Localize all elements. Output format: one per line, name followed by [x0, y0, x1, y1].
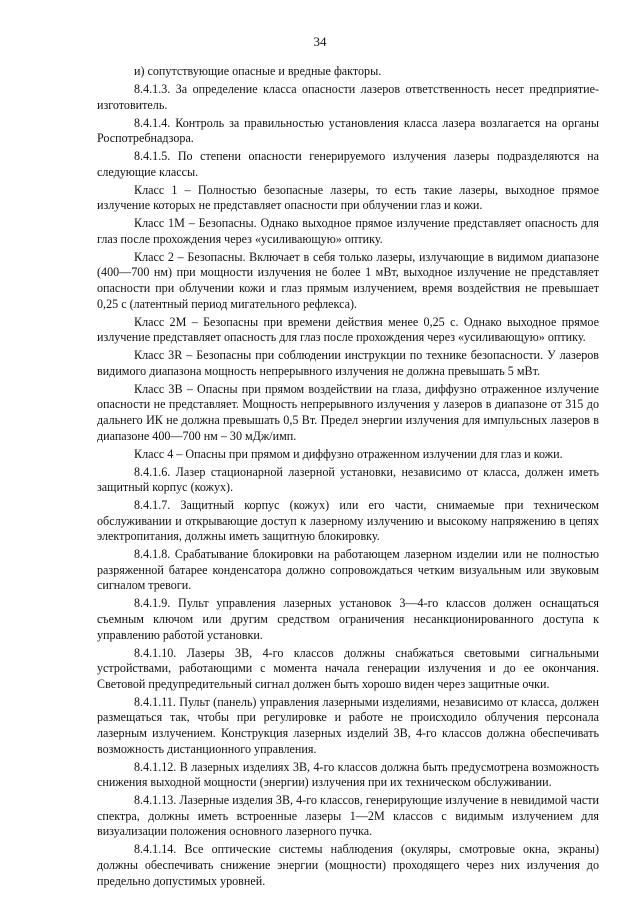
document-body	[97, 64, 599, 892]
paragraph-class-3b: Класс 3В – Опасны при прямом воздействии на глаза, диффузно отраженное излучение опасности не представляет. Мощность непрерывного излучения у лазеров в диапазоне от 315 до дальнего ИК не должна превышать 0,5 Вт. Предел энергии излучения для импульсных лазеров в диапазоне 400—700 нм – 30 мДж/имп.	[97, 381, 599, 443]
paragraph-8-4-1-13: 8.4.1.13. Лазерные изделия 3В, 4-го классов, генерирующие излучение в невидимой части спектра, должны иметь встроенные лазеры 1—2М классов с видимым излучением для визуализации положения основного лазерного пучка.	[97, 793, 599, 839]
paragraph-8-4-1-4: 8.4.1.4. Контроль за правильностью установления класса лазера возлагается на органы Роспотребнадзора.	[97, 115, 599, 146]
paragraph-item-i: и) сопутствующие опасные и вредные факторы.	[134, 64, 382, 78]
paragraph-8-4-1-11: 8.4.1.11. Пульт (панель) управления лазерными изделиями, независимо от класса, должен размещаться так, чтобы при регулировке и работе не происходило облучения персонала лазерным излучением. Конструкция лазерных изделий 3В, 4-го классов должна обеспечивать возможность дистанционного управления.	[97, 694, 599, 756]
paragraph-class-4: Класс 4 – Опасны при прямом и диффузно отраженном излучении для глаз и кожи.	[134, 446, 563, 461]
paragraph-8-4-1-12: 8.4.1.12. В лазерных изделиях 3В, 4-го классов должна быть предусмотрена возможность снижения выходной мощности (энергии) излучения при их техническом обслуживании.	[97, 759, 599, 790]
paragraph-8-4-1-9: 8.4.1.9. Пульт управления лазерных установок 3—4-го классов должен оснащаться съемным ключом или другим средством ограничения несанкционированного доступа к управлению работой установки.	[97, 596, 599, 642]
paragraph-class-2: Класс 2 – Безопасны. Включает в себя только лазеры, излучающие в видимом диапазоне (400—700 нм) при мощности излучения не более 1 мВт, выходное излучение не представляет опасности при облучении кожи и глаз прямым излучением, время воздействия не превышает 0,25 с (латентный период мигательного рефлекса).	[97, 249, 599, 311]
paragraph-8-4-1-5: 8.4.1.5. По степени опасности генерируемого излучения лазеры подразделяются на следующие классы.	[97, 149, 599, 179]
paragraph-8-4-1-14: 8.4.1.14. Все оптические системы наблюдения (окуляры, смотровые окна, экраны) должны обеспечивать снижение энергии (мощности) проходящего через них излучения до предельно допустимых уровней.	[97, 842, 599, 888]
paragraph-class-2m: Класс 2М – Безопасны при времени действия менее 0,25 с. Однако выходное прямое излучение представляет опасность для глаз после прохождения через «усиливающую» оптику.	[97, 314, 599, 345]
paragraph-8-4-1-6: 8.4.1.6. Лазер стационарной лазерной установки, независимо от класса, должен иметь защитный корпус (кожух).	[97, 464, 599, 495]
paragraph-class-1m: Класс 1М – Безопасны. Однако выходное прямое излучение представляет опасность для глаз после прохождения через «усиливающую» оптику.	[97, 216, 599, 246]
paragraph-class-3r: Класс 3R – Безопасны при соблюдении инструкции по технике безопасности. У лазеров видимого диапазона мощность непрерывного излучения не должна превышать 5 мВт.	[97, 348, 599, 378]
paragraph-8-4-1-3: 8.4.1.3. За определение класса опасности лазеров ответственность несет предприятие-изготовитель.	[97, 81, 599, 112]
paragraph-8-4-1-10: 8.4.1.10. Лазеры 3В, 4-го классов должны снабжаться световыми сигнальными устройствами, работающими с момента начала генерации излучения и до ее окончания. Световой предупредительный сигнал должен быть хорошо виден через защитные очки.	[97, 645, 599, 691]
page-number: 34	[313, 34, 327, 49]
paragraph-8-4-1-8: 8.4.1.8. Срабатывание блокировки на работающем лазерном изделии или не полностью разряженной батарее конденсатора должно сопровождаться четким визуальным или звуковым сигналом тревоги.	[97, 547, 599, 593]
paragraph-8-4-1-7: 8.4.1.7. Защитный корпус (кожух) или его части, снимаемые при техническом обслуживании и открывающие доступ к лазерному излучению и высокому напряжению в цепях электропитания, должны иметь защитную блокировку.	[97, 498, 599, 544]
paragraph-class-1: Класс 1 – Полностью безопасные лазеры, то есть такие лазеры, выходное прямое излучение которых не представляет опасности при облучении глаз и кожи.	[97, 182, 599, 213]
